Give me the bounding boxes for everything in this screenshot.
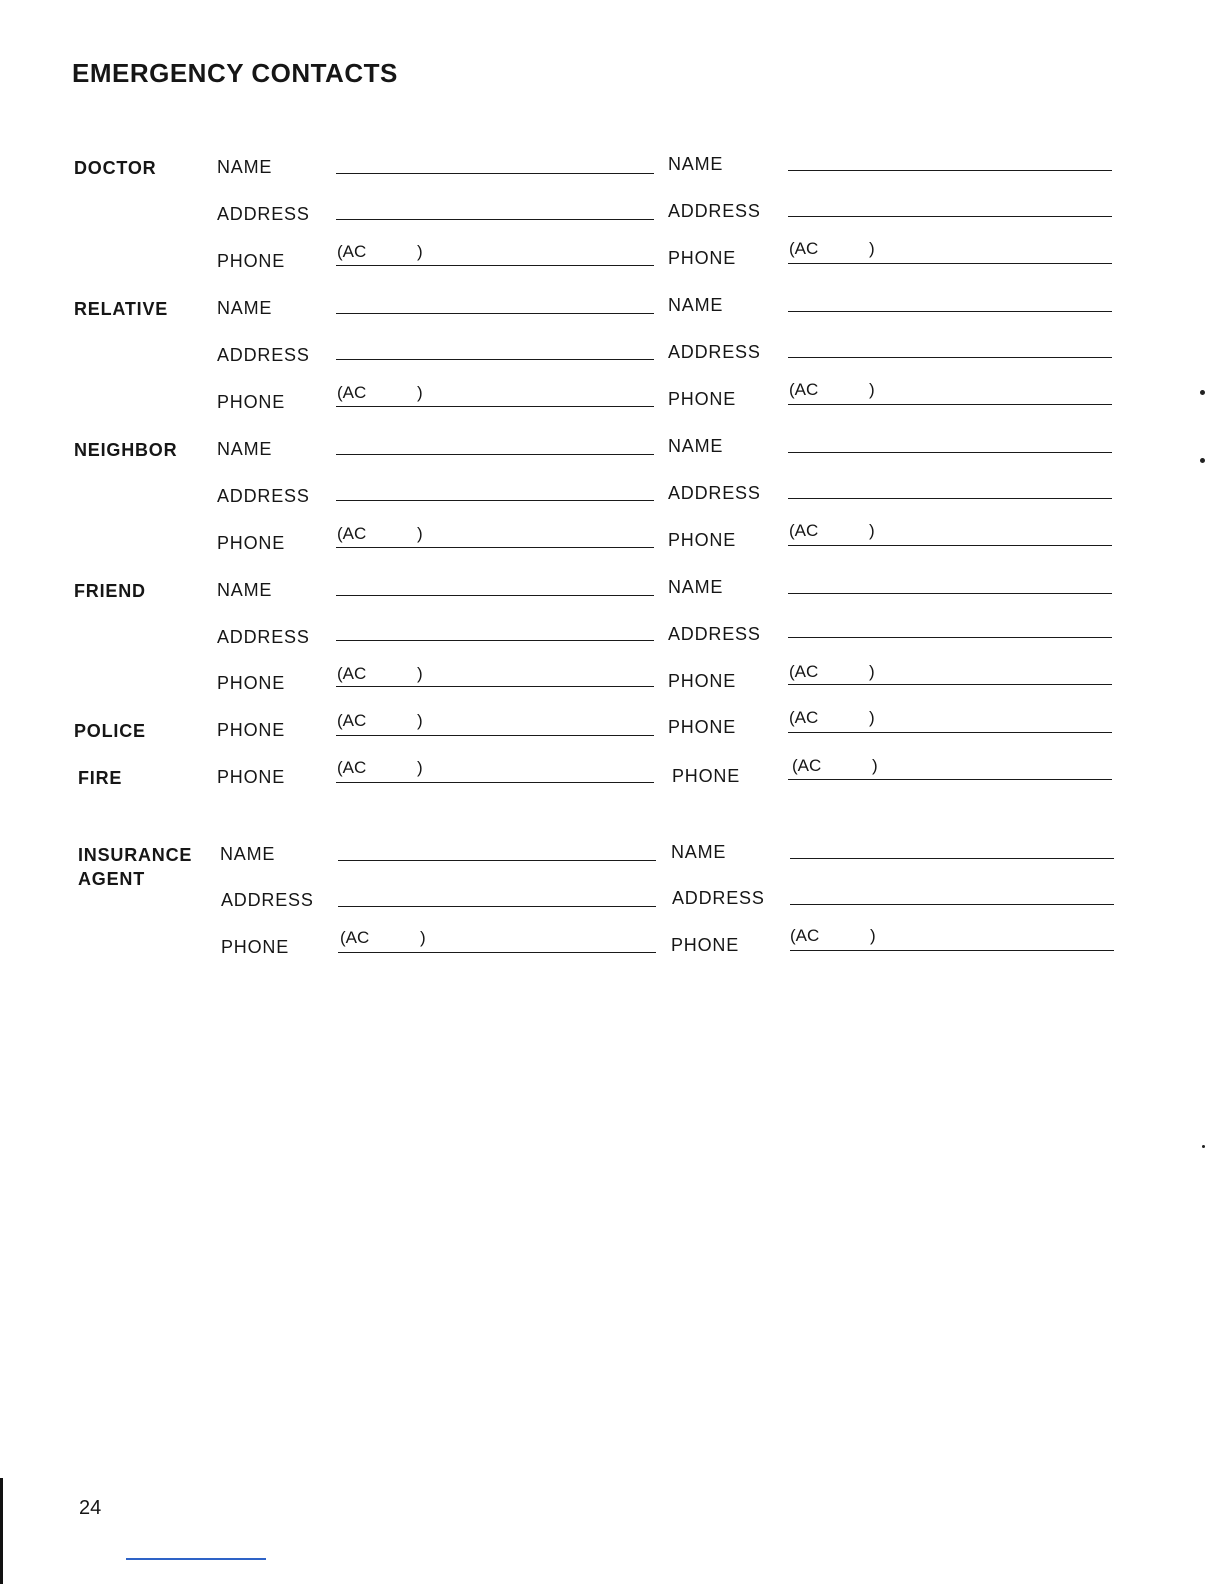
neighbor-name-field[interactable] [336,454,654,455]
area-code-close: ) [417,664,423,683]
neighbor-name-label-2: NAME [668,436,724,456]
police-area-code [337,711,423,731]
area-code-prefix: (AC [337,242,367,261]
fire-phone-label-2: PHONE [672,766,741,786]
friend-name-label: NAME [217,580,273,600]
area-code-prefix: (AC [340,928,370,947]
page-title: EMERGENCY CONTACTS [72,58,398,88]
friend-phone-field-2[interactable] [788,684,1112,685]
doctor-phone-field[interactable] [336,265,654,266]
relative-phone-field[interactable] [336,406,654,407]
relative-phone-field-2[interactable] [788,404,1112,405]
insurance-address-field[interactable] [338,906,656,907]
area-code-close: ) [417,383,423,402]
doctor-name-field-2[interactable] [788,170,1112,171]
left-edge-mark [0,1478,3,1584]
relative-address-field[interactable] [336,359,654,360]
area-code-close: ) [869,708,875,727]
area-code-prefix: (AC [337,758,367,777]
friend-phone-field[interactable] [336,686,654,687]
category-police: POLICE [74,721,146,741]
neighbor-address-label: ADDRESS [217,486,310,506]
insurance-area-code [340,928,426,948]
friend-phone-label: PHONE [217,673,286,693]
friend-name-field[interactable] [336,595,654,596]
area-code-prefix: (AC [789,708,819,727]
police-phone-field[interactable] [336,735,654,736]
doctor-address-field[interactable] [336,219,654,220]
friend-name-field-2[interactable] [788,593,1112,594]
area-code-prefix: (AC [337,524,367,543]
fire-phone-label: PHONE [217,767,286,787]
friend-phone-label-2: PHONE [668,671,737,691]
area-code-prefix: (AC [789,239,819,258]
fire-area-code [337,758,423,778]
insurance-phone-label-2: PHONE [671,935,740,955]
insurance-address-label: ADDRESS [221,890,314,910]
doctor-area-code-2 [789,239,875,259]
police-area-code-2 [789,708,875,728]
doctor-area-code [337,242,423,262]
insurance-name-label-2: NAME [671,842,727,862]
neighbor-phone-label: PHONE [217,533,286,553]
insurance-address-field-2[interactable] [790,904,1114,905]
fire-area-code-2 [792,756,878,776]
doctor-phone-field-2[interactable] [788,263,1112,264]
neighbor-address-field[interactable] [336,500,654,501]
doctor-address-field-2[interactable] [788,216,1112,217]
neighbor-address-label-2: ADDRESS [668,483,761,503]
insurance-name-field-2[interactable] [790,858,1114,859]
insurance-phone-label: PHONE [221,937,290,957]
neighbor-area-code-2 [789,521,875,541]
area-code-prefix: (AC [790,926,820,945]
area-code-close: ) [872,756,878,775]
doctor-name-label-2: NAME [668,154,724,174]
insurance-phone-field-2[interactable] [790,950,1114,951]
category-neighbor: NEIGHBOR [74,440,178,460]
category-insurance-agent-line1: INSURANCE [78,845,193,865]
friend-name-label-2: NAME [668,577,724,597]
area-code-prefix: (AC [337,383,367,402]
doctor-address-label-2: ADDRESS [668,201,761,221]
friend-address-label-2: ADDRESS [668,624,761,644]
category-fire: FIRE [78,768,123,788]
area-code-close: ) [417,758,423,777]
area-code-close: ) [417,711,423,730]
friend-address-label: ADDRESS [217,627,310,647]
category-doctor: DOCTOR [74,158,157,178]
relative-name-label: NAME [217,298,273,318]
area-code-close: ) [869,239,875,258]
category-insurance-agent-line2: AGENT [78,869,145,889]
friend-area-code-2 [789,662,875,682]
friend-address-field-2[interactable] [788,637,1112,638]
relative-area-code-2 [789,380,875,400]
area-code-prefix: (AC [337,711,367,730]
friend-area-code [337,664,423,684]
fire-phone-field[interactable] [336,782,654,783]
insurance-name-label: NAME [220,844,276,864]
relative-name-field[interactable] [336,313,654,314]
insurance-address-label-2: ADDRESS [672,888,765,908]
doctor-phone-label-2: PHONE [668,248,737,268]
area-code-prefix: (AC [789,521,819,540]
area-code-close: ) [869,662,875,681]
doctor-name-label: NAME [217,157,273,177]
area-code-close: ) [417,242,423,261]
doctor-address-label: ADDRESS [217,204,310,224]
police-phone-label-2: PHONE [668,717,737,737]
relative-phone-label-2: PHONE [668,389,737,409]
category-friend: FRIEND [74,581,146,601]
relative-name-label-2: NAME [668,295,724,315]
area-code-prefix: (AC [792,756,822,775]
area-code-close: ) [420,928,426,947]
doctor-name-field[interactable] [336,173,654,174]
margin-dot [1202,1145,1205,1148]
police-phone-field-2[interactable] [788,732,1112,733]
doctor-phone-label: PHONE [217,251,286,271]
area-code-close: ) [870,926,876,945]
relative-area-code [337,383,423,403]
relative-name-field-2[interactable] [788,311,1112,312]
insurance-area-code-2 [790,926,876,946]
friend-address-field[interactable] [336,640,654,641]
area-code-prefix: (AC [789,662,819,681]
area-code-close: ) [417,524,423,543]
area-code-close: ) [869,521,875,540]
neighbor-name-label: NAME [217,439,273,459]
neighbor-phone-field-2[interactable] [788,545,1112,546]
margin-dot [1200,458,1205,463]
relative-address-label: ADDRESS [217,345,310,365]
neighbor-address-field-2[interactable] [788,498,1112,499]
relative-address-field-2[interactable] [788,357,1112,358]
category-relative: RELATIVE [74,299,169,319]
bottom-rule [126,1558,266,1560]
police-phone-label: PHONE [217,720,286,740]
area-code-prefix: (AC [789,380,819,399]
insurance-phone-field[interactable] [338,952,656,953]
area-code-close: ) [869,380,875,399]
margin-dot [1200,390,1205,395]
relative-address-label-2: ADDRESS [668,342,761,362]
page-number: 24 [79,1497,102,1519]
neighbor-area-code [337,524,423,544]
insurance-name-field[interactable] [338,860,656,861]
neighbor-name-field-2[interactable] [788,452,1112,453]
neighbor-phone-label-2: PHONE [668,530,737,550]
area-code-prefix: (AC [337,664,367,683]
neighbor-phone-field[interactable] [336,547,654,548]
fire-phone-field-2[interactable] [788,779,1112,780]
relative-phone-label: PHONE [217,392,286,412]
